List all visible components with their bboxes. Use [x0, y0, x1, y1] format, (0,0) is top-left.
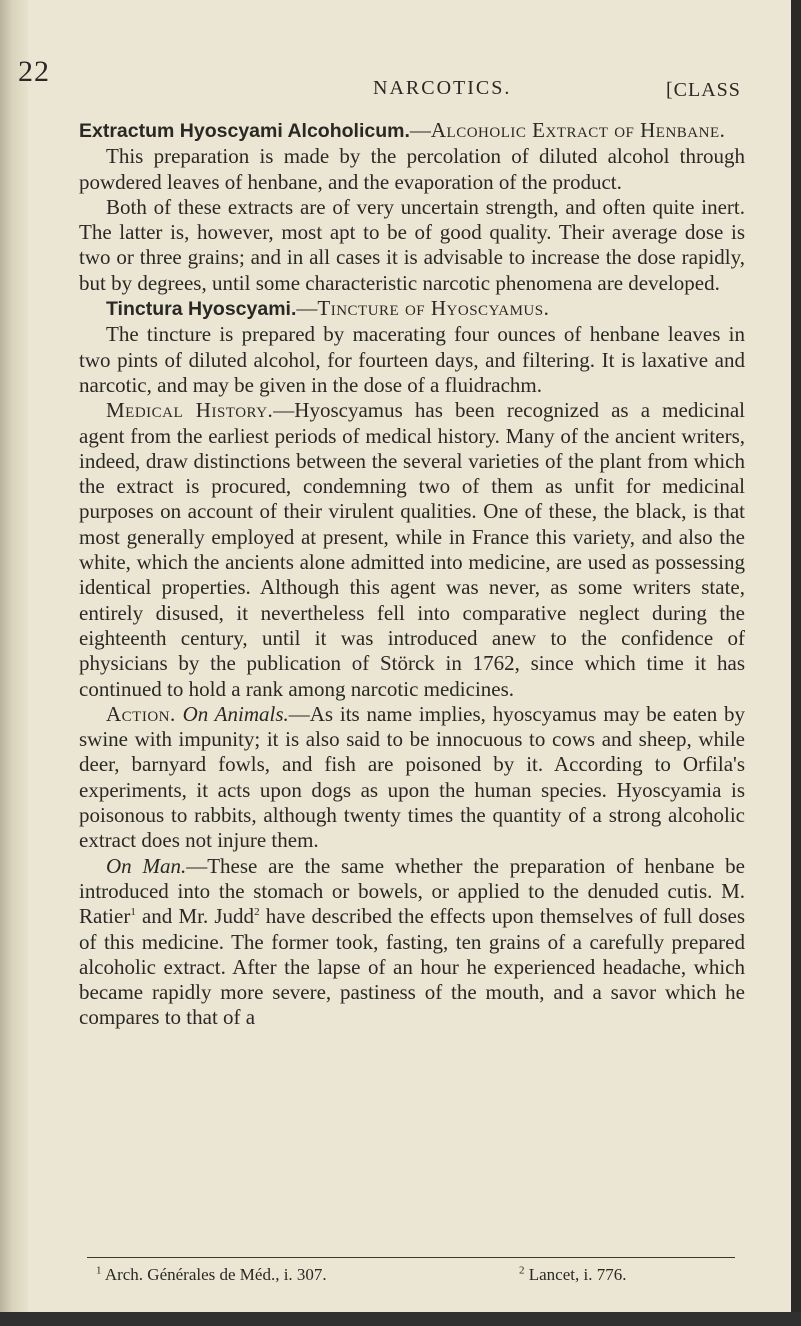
paragraph-strength: Both of these extracts are of very uncertain strength, and often quite inert. The latter is, however, most apt to be of good quality. Their average dose is two or three grains; and in all cases it is advisable to increase the dose rapidly, but by degrees, until some characteristic narcotic phenomena are developed. — [79, 194, 745, 295]
footnote-rule — [87, 1257, 735, 1258]
heading-extractum — [79, 118, 745, 144]
footnote-1-mark: 1 — [96, 1264, 102, 1277]
page-edge-shadow — [791, 0, 801, 1326]
heading-extractum-subtitle: Alcoholic Extract of Henbane. — [430, 118, 726, 142]
paragraph-on-man — [79, 854, 745, 1031]
body-text — [79, 118, 745, 1031]
heading-tinctura-title: Tinctura Hyoscyami. — [106, 298, 297, 321]
page-gutter — [0, 0, 28, 1326]
footnote-ref-2[interactable]: 2 — [254, 906, 260, 919]
page-number: 22 — [18, 55, 50, 88]
footnote-1 — [96, 1265, 327, 1285]
paragraph-preparation: This preparation is made by the percolation of diluted alcohol through powdered leaves of henbane, and the evaporation of the product. — [79, 144, 745, 194]
footnote-2-text: Lancet, i. 776. — [528, 1265, 627, 1284]
on-animals-label: On Animals. — [182, 701, 289, 726]
on-animals-text: —As its name implies, hyoscyamus may be eaten by swine with impunity; it is also said to be innocuous to cows and sheep, while deer, barnyard fowls, and fish are poisoned by it. According to Orfila's experiments, it acts upon dogs as upon the human species. Hyoscyamia is poisonous to rabbits, although twenty times the quantity of a strong alcoholic extract does not injure them. — [79, 701, 746, 853]
page-bottom-edge — [0, 1312, 801, 1326]
paragraph-tincture: The tincture is prepared by macerating four ounces of henbane leaves in two pints of diluted alcohol, for fourteen days, and filtering. It is laxative and narcotic, and may be given in the dose of a fluidrachm. — [79, 322, 745, 397]
on-man-text-3: have described the effects upon themselves of full doses of this medicine. The former took, fasting, ten grains of a carefully prepared alcoholic extract. After the lapse of an hour he experienced headache, which became rapidly more severe, pastiness of the mouth, and a savor which he compares to that of a — [79, 904, 746, 1030]
running-title: NARCOTICS. — [373, 77, 512, 99]
footnote-2 — [519, 1265, 626, 1285]
on-man-text-2: and Mr. Judd — [135, 904, 255, 929]
heading-extractum-title: Extractum Hyoscyami Alcoholicum. — [79, 120, 410, 142]
paragraph-action-animals — [79, 702, 745, 854]
medical-history-text: —Hyoscyamus has been recognized as a medicinal agent from the earliest periods of medical history. Many of the ancient writers, indeed, draw distinctions between the several varieties of the plant from which the extract is procured, condemning two of them as unfit for medicinal purposes on account of their virulent qualities. One of these, the black, is that most generally employed at present, while in France this variety, and also the white, which the ancients alone admitted into medicine, are used as possessing identical properties. Although this agent was never, as some writers state, entirely disused, it nevertheless fell into comparative neglect during the eighteenth century, until it was introduced anew to the confidence of physicians by the publication of Störck in 1762, since which time it has continued to hold a rank among narcotic medicines. — [79, 398, 745, 701]
heading-tinctura — [79, 296, 745, 322]
on-man-text-1: —These are the same whether the preparation of henbane be introduced into the stomach or bowels, or applied to the denuded cutis. M. Ratier — [79, 853, 745, 929]
heading-dash: — — [409, 118, 431, 142]
running-class: [CLASS — [666, 79, 741, 101]
action-label: Action. — [106, 701, 176, 726]
medical-history-label: Medical History. — [106, 398, 274, 423]
footnote-2-mark: 2 — [519, 1264, 525, 1277]
paragraph-medical-history — [79, 398, 745, 702]
running-header — [18, 55, 761, 105]
on-man-label: On Man. — [106, 853, 187, 878]
footnote-ref-1[interactable]: 1 — [130, 906, 136, 919]
heading-tinctura-subtitle: Tincture of Hyoscyamus. — [317, 296, 550, 321]
heading-dash: — — [296, 296, 318, 321]
footnote-1-text: Arch. Générales de Méd., i. 307. — [104, 1265, 327, 1284]
